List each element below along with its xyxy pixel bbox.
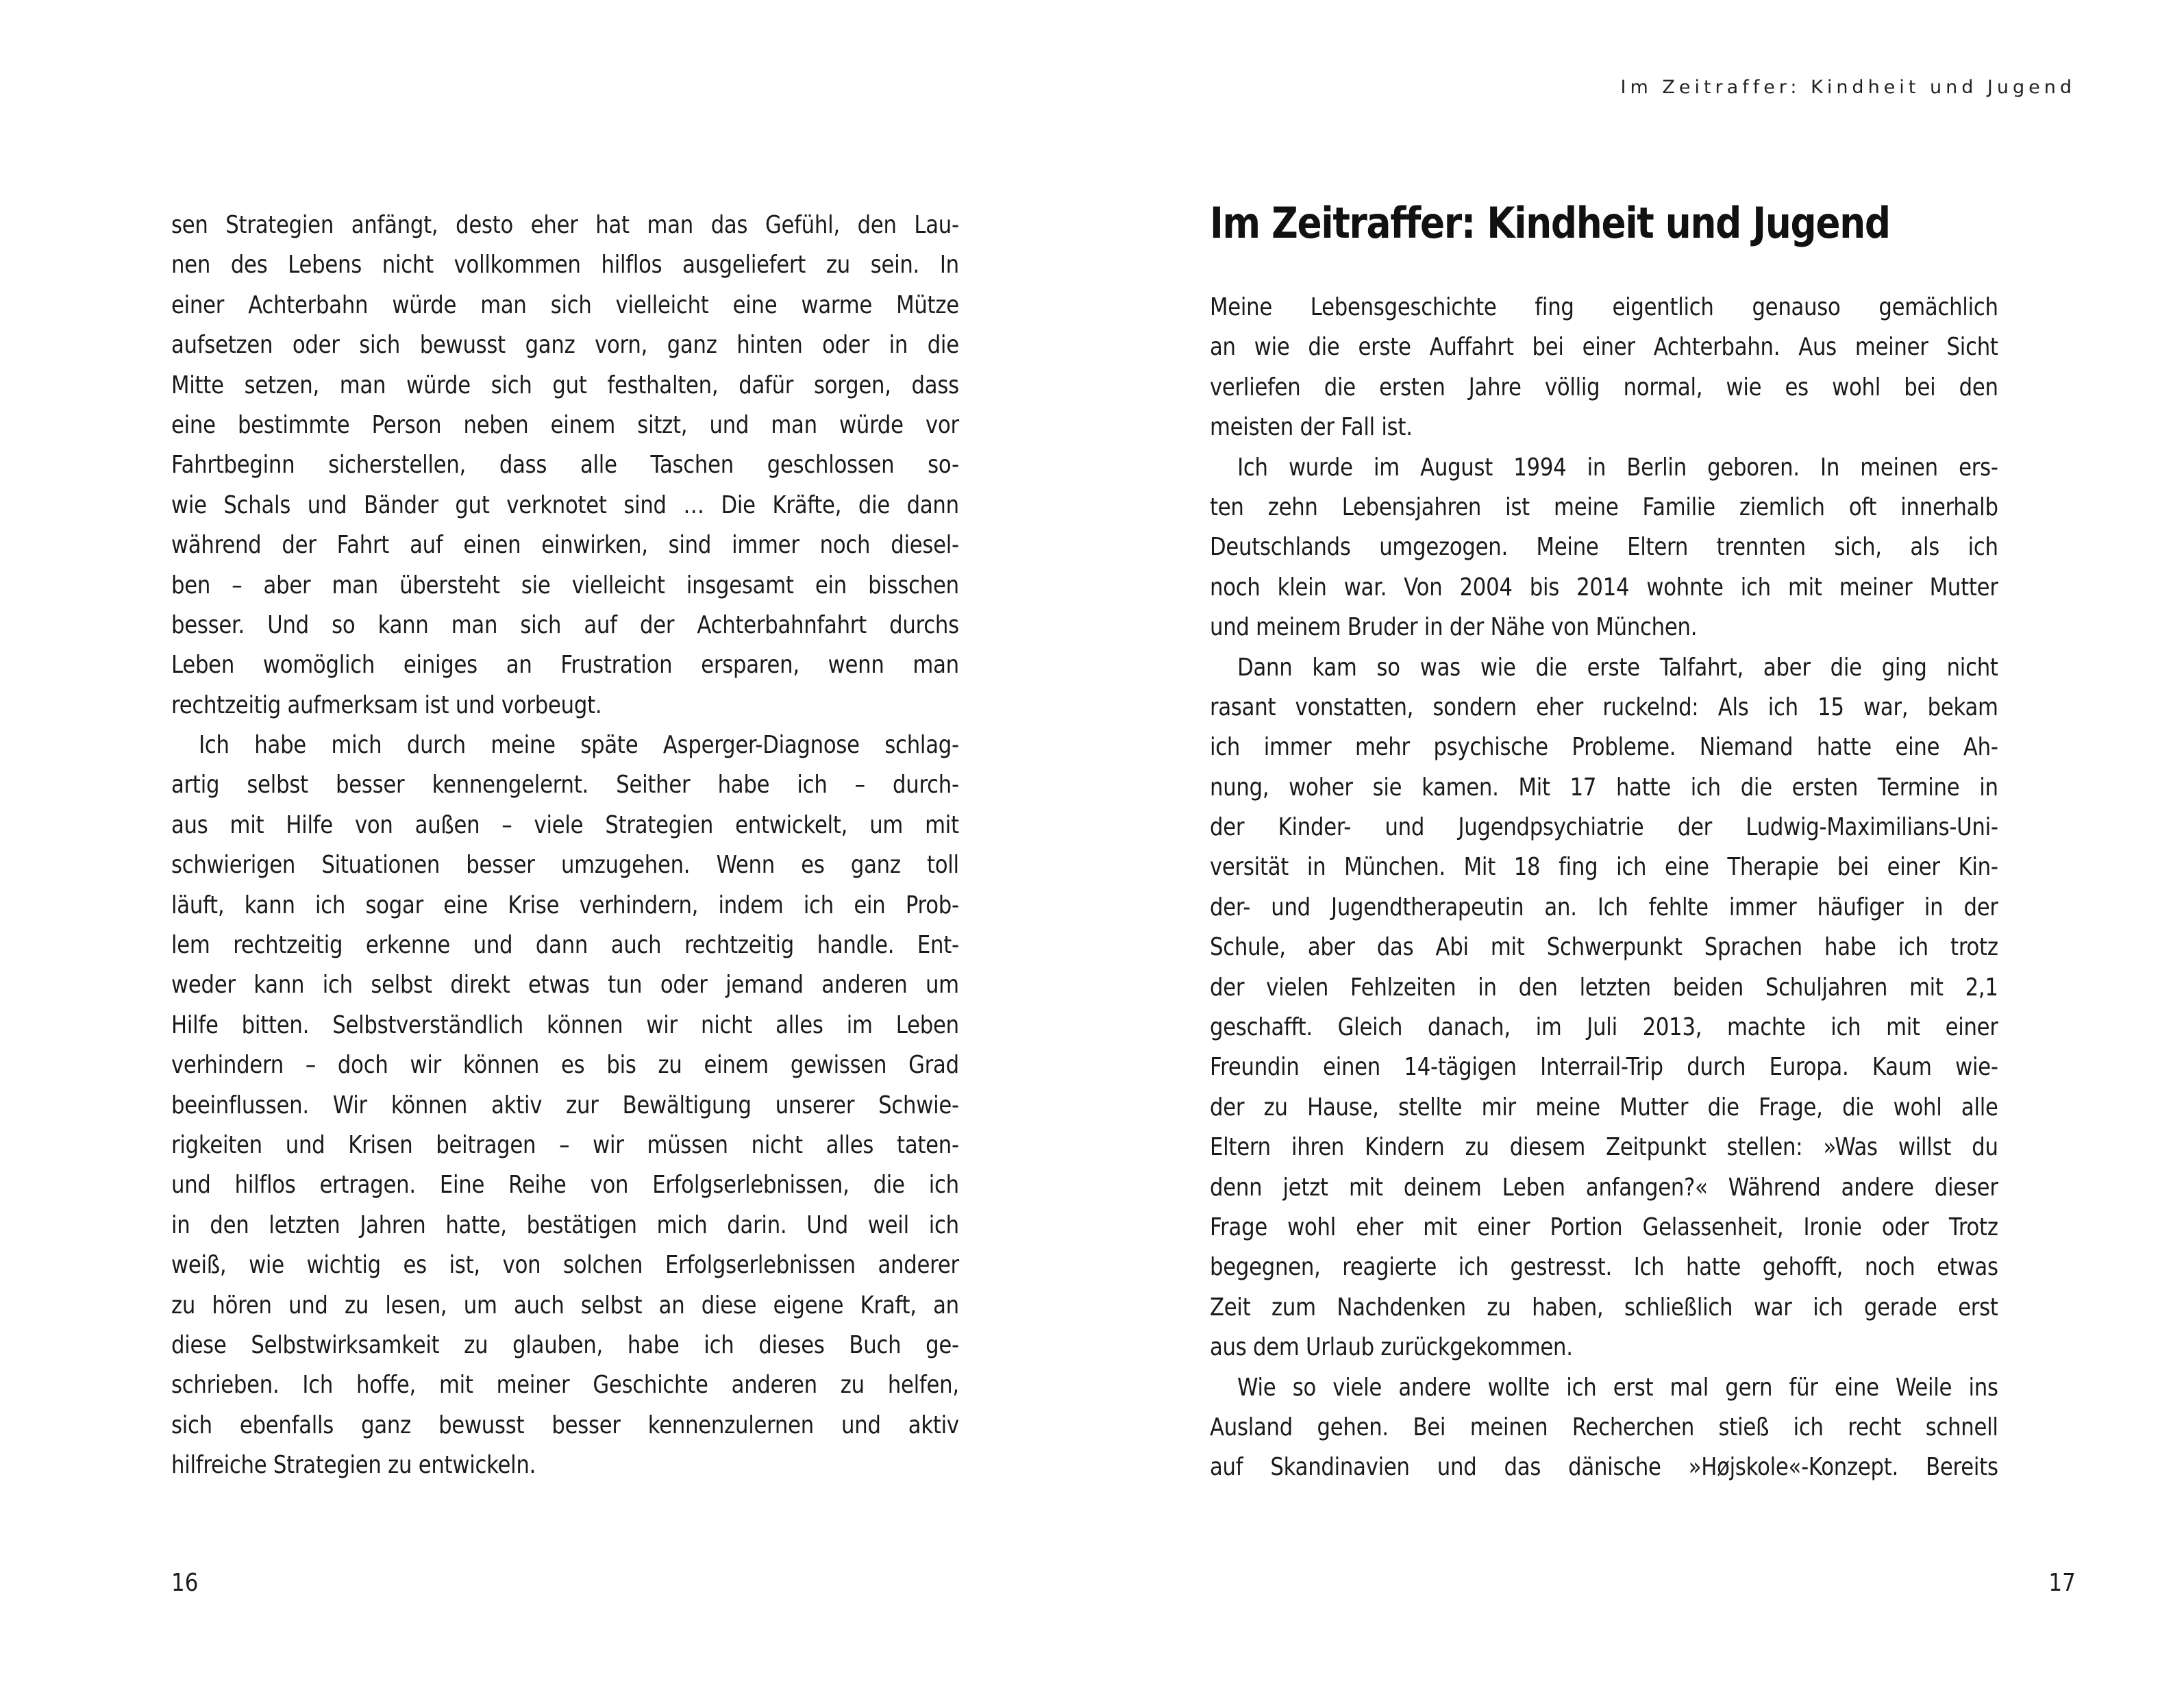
body-line: sen Strategien anfängt, desto eher hat man das Gefühl, den Lau- [171, 211, 959, 239]
body-line: diese Selbstwirksamkeit zu glauben, habe ich dieses Buch ge- [171, 1330, 959, 1359]
body-line: einer Achterbahn würde man sich vielleicht eine warme Mütze [171, 290, 959, 319]
body-line: Leben womöglich einiges an Frustration ersparen, wenn man [171, 651, 959, 680]
body-line: rasant vonstatten, sondern eher ruckelnd: Als ich 15 war, bekam [1210, 693, 1998, 721]
body-line: artig selbst besser kennengelernt. Seither habe ich – durch- [171, 771, 959, 799]
body-line: aufsetzen oder sich bewusst ganz vorn, ganz hinten oder in die [171, 331, 959, 360]
body-line: geschafft. Gleich danach, im Juli 2013, machte ich mit einer [1210, 1013, 1998, 1042]
body-line: weder kann ich selbst direkt etwas tun oder jemand anderen um [171, 971, 959, 1000]
right-page [1092, 0, 2184, 1699]
body-line: zu hören und zu lesen, um auch selbst an diese eigene Kraft, an [171, 1291, 959, 1319]
body-line: aus mit Hilfe von außen – viele Strategien entwickelt, um mit [171, 810, 959, 839]
body-line: schwierigen Situationen besser umzugehen. Wenn es ganz toll [171, 851, 959, 880]
body-line: beeinflussen. Wir können aktiv zur Bewältigung unserer Schwie- [171, 1091, 959, 1119]
body-line: rigkeiten und Krisen beitragen – wir müssen nicht alles taten- [171, 1130, 959, 1159]
body-line: und meinem Bruder in der Nähe von München. [1210, 613, 1698, 642]
body-line: aus dem Urlaub zurückgekommen. [1210, 1333, 1573, 1362]
body-line: Dann kam so was wie die erste Talfahrt, aber die ging nicht [1237, 653, 1998, 682]
body-line: Fahrtbeginn sicherstellen, dass alle Taschen geschlossen so- [171, 451, 959, 480]
body-line: Wie so viele andere wollte ich erst mal gern für eine Weile ins [1237, 1373, 1998, 1402]
body-line: wie Schals und Bänder gut verknotet sind … Die Kräfte, die dann [171, 491, 959, 519]
body-line: meisten der Fall ist. [1210, 413, 1413, 442]
body-line: Meine Lebensgeschichte fing eigentlich genauso gemächlich [1210, 293, 1998, 321]
body-line: versität in München. Mit 18 fing ich eine Therapie bei einer Kin- [1210, 853, 1998, 882]
body-line: Mitte setzen, man würde sich gut festhalten, dafür sorgen, dass [171, 371, 959, 399]
body-line: rechtzeitig aufmerksam ist und vorbeugt. [171, 691, 602, 719]
body-line: Frage wohl eher mit einer Portion Gelassenheit, Ironie oder Trotz [1210, 1213, 1998, 1241]
body-line: schrieben. Ich hoffe, mit meiner Geschichte anderen zu helfen, [171, 1371, 959, 1400]
body-line: nen des Lebens nicht vollkommen hilflos ausgeliefert zu sein. In [171, 251, 959, 280]
body-line: hilfreiche Strategien zu entwickeln. [171, 1451, 536, 1480]
body-line: ten zehn Lebensjahren ist meine Familie ziemlich oft innerhalb [1210, 493, 1998, 521]
body-line: der zu Hause, stellte mir meine Mutter die Frage, die wohl alle [1210, 1093, 1998, 1121]
body-line: der- und Jugendtherapeutin an. Ich fehlte immer häufiger in der [1210, 893, 1998, 921]
body-line: an wie die erste Auffahrt bei einer Achterbahn. Aus meiner Sicht [1210, 333, 1998, 362]
body-line: Deutschlands umgezogen. Meine Eltern trennten sich, als ich [1210, 533, 1998, 562]
body-line: der Kinder- und Jugendpsychiatrie der Ludwig-Maximilians-Uni- [1210, 813, 1998, 842]
body-line: eine bestimmte Person neben einem sitzt, und man würde vor [171, 410, 959, 439]
chapter-title: Im Zeitraffer: Kindheit und Jugend [1210, 198, 1890, 248]
body-line: denn jetzt mit deinem Leben anfangen?« Während andere dieser [1210, 1173, 1998, 1202]
body-line: weiß, wie wichtig es ist, von solchen Erfolgserlebnissen anderer [171, 1251, 959, 1280]
body-line: Ich wurde im August 1994 in Berlin geboren. In meinen ers- [1237, 453, 1998, 482]
body-line: ben – aber man übersteht sie vielleicht insgesamt ein bisschen [171, 571, 959, 599]
left-page-body-text [171, 206, 1018, 1486]
body-line: läuft, kann ich sogar eine Krise verhindern, indem ich ein Prob- [171, 891, 959, 919]
body-line: nung, woher sie kamen. Mit 17 hatte ich die ersten Termine in [1210, 773, 1998, 802]
body-line: in den letzten Jahren hatte, bestätigen mich darin. Und weil ich [171, 1211, 959, 1239]
running-head: Im Zeitraffer: Kindheit und Jugend [1620, 77, 2076, 98]
body-line: Freundin einen 14-tägigen Interrail-Trip durch Europa. Kaum wie- [1210, 1053, 1998, 1082]
body-line: Ausland gehen. Bei meinen Recherchen stieß ich recht schnell [1210, 1413, 1998, 1441]
body-line: Zeit zum Nachdenken zu haben, schließlich war ich gerade erst [1210, 1293, 1998, 1322]
body-line: Ich habe mich durch meine späte Asperger-Diagnose schlag- [199, 731, 959, 760]
body-line: verhindern – doch wir können es bis zu einem gewissen Grad [171, 1051, 959, 1080]
body-line: begegnen, reagierte ich gestresst. Ich hatte gehofft, noch etwas [1210, 1253, 1998, 1282]
body-line: Schule, aber das Abi mit Schwerpunkt Sprachen habe ich trotz [1210, 933, 1998, 962]
body-line: und hilflos ertragen. Eine Reihe von Erfolgserlebnissen, die ich [171, 1171, 959, 1200]
body-line: Eltern ihren Kindern zu diesem Zeitpunkt stellen: »Was willst du [1210, 1133, 1998, 1162]
body-line: auf Skandinavien und das dänische »Højskole«-Konzept. Bereits [1210, 1453, 1998, 1482]
body-line: der vielen Fehlzeiten in den letzten beiden Schuljahren mit 2,1 [1210, 973, 1998, 1002]
page-number: 16 [171, 1569, 199, 1597]
body-line: verliefen die ersten Jahre völlig normal, wie es wohl bei den [1210, 373, 1998, 401]
body-line: während der Fahrt auf einen einwirken, sind immer noch diesel- [171, 531, 959, 560]
right-page-body-text [1210, 288, 2057, 1488]
body-line: besser. Und so kann man sich auf der Achterbahnfahrt durchs [171, 610, 959, 639]
body-line: ich immer mehr psychische Probleme. Niemand hatte eine Ah- [1210, 733, 1998, 762]
body-line: Hilfe bitten. Selbstverständlich können wir nicht alles im Leben [171, 1010, 959, 1039]
body-line: noch klein war. Von 2004 bis 2014 wohnte ich mit meiner Mutter [1210, 573, 1998, 602]
body-line: lem rechtzeitig erkenne und dann auch rechtzeitig handle. Ent- [171, 931, 959, 960]
page-number: 17 [2048, 1569, 2076, 1597]
body-line: sich ebenfalls ganz bewusst besser kennenzulernen und aktiv [171, 1411, 959, 1439]
